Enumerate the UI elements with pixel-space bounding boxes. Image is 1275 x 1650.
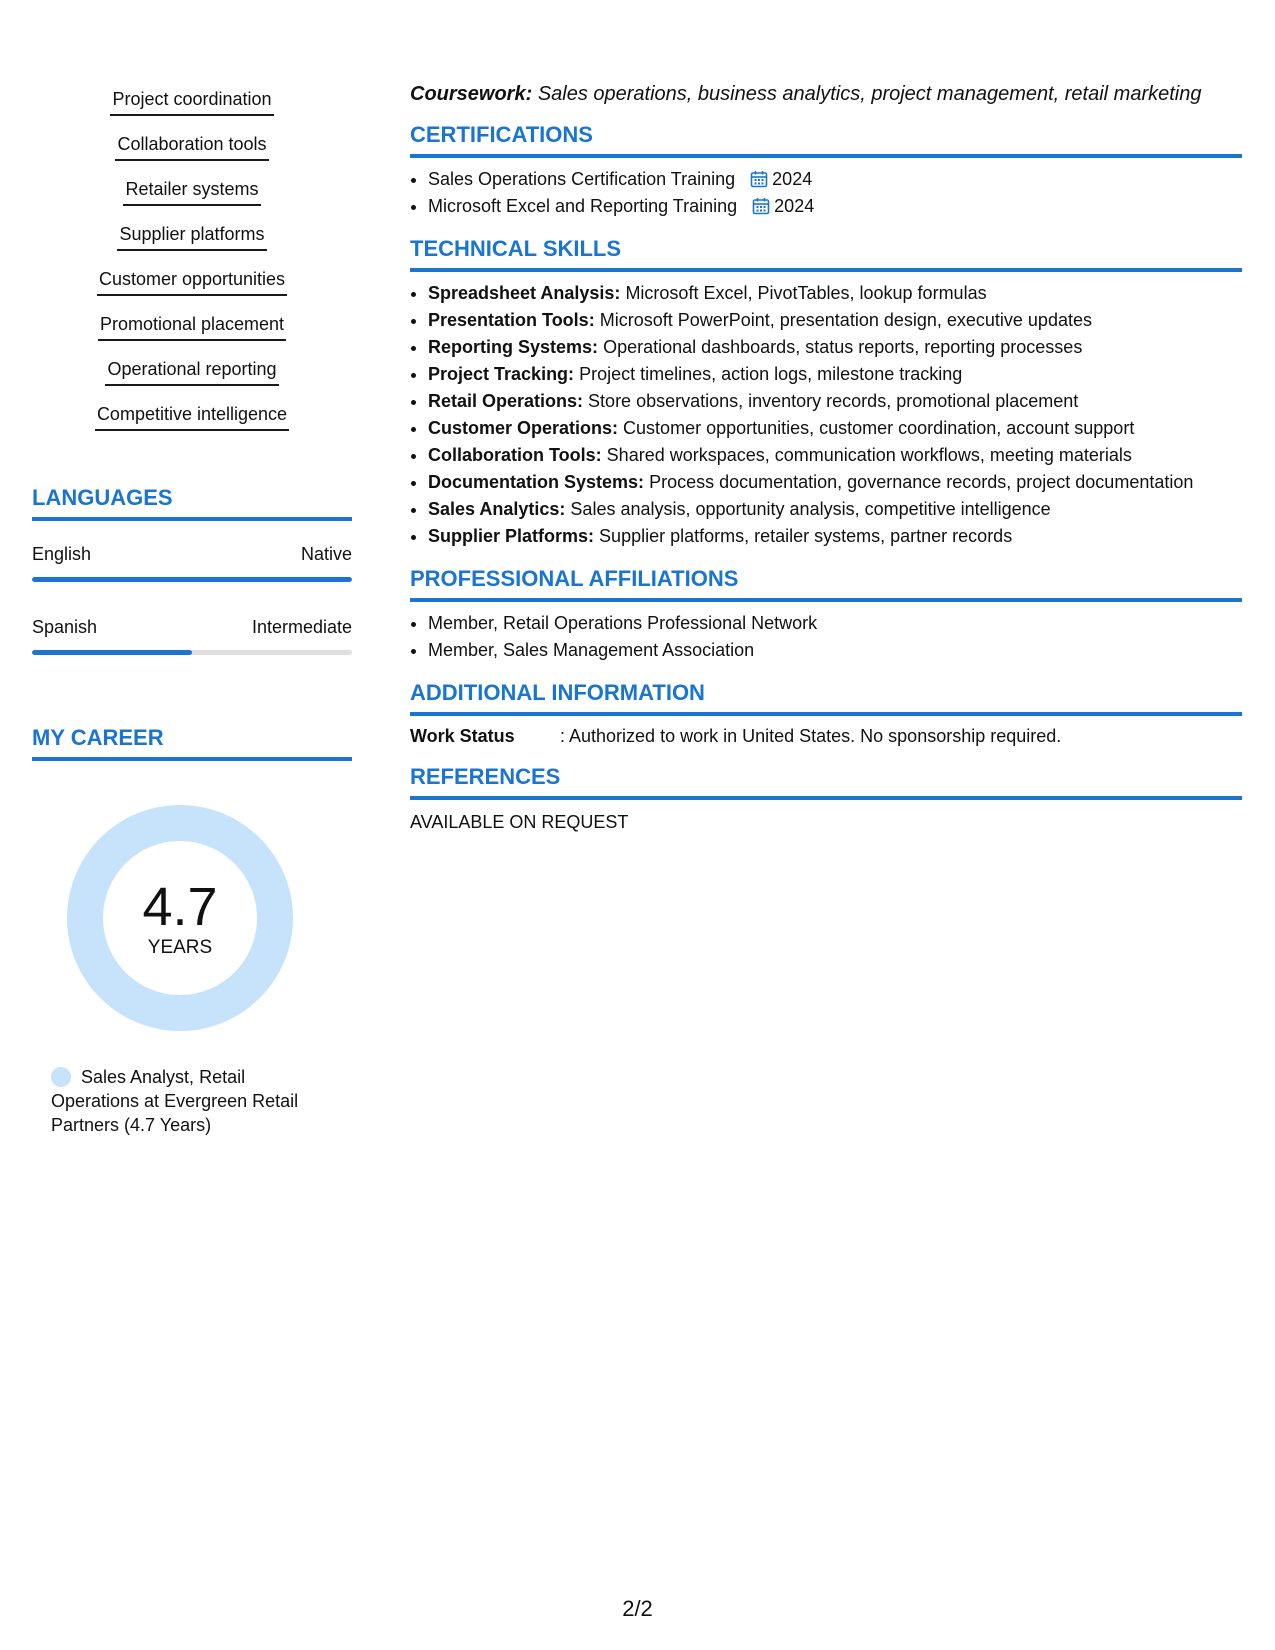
references-heading: REFERENCES [410, 764, 1242, 800]
languages-heading: LANGUAGES [32, 485, 352, 521]
list-item [428, 280, 1242, 307]
skill-tag: Supplier platforms [117, 215, 266, 251]
list-item [32, 80, 352, 125]
work-status-value: : Authorized to work in United States. No sponsorship required. [560, 726, 1062, 746]
career-total-years: 4.7 [142, 877, 218, 937]
language-level: Intermediate [251, 617, 352, 637]
calendar-icon [752, 197, 770, 215]
language-name: English [32, 544, 92, 564]
skill-category: Retail Operations: [428, 391, 584, 411]
list-item [32, 350, 352, 395]
list-item [32, 260, 352, 305]
sidebar [32, 80, 352, 1137]
skill-detail: Sales analysis, opportunity analysis, competitive intelligence [570, 499, 1051, 519]
list-item [32, 395, 352, 440]
skill-detail: Project timelines, action logs, milestone tracking [579, 364, 963, 384]
career-total-unit: YEARS [147, 937, 213, 958]
skill-tag: Operational reporting [105, 350, 278, 386]
coursework-label: Coursework: [410, 83, 533, 105]
references-text: AVAILABLE ON REQUEST [410, 812, 629, 832]
skill-tag: Promotional placement [98, 305, 286, 341]
skill-category: Supplier Platforms: [428, 526, 595, 546]
list-item [428, 193, 1242, 220]
skill-category: Documentation Systems: [428, 472, 645, 492]
language-bar-fill [32, 650, 192, 655]
affiliations-heading: PROFESSIONAL AFFILIATIONS [410, 566, 1242, 602]
calendar-icon [750, 170, 768, 188]
list-item [428, 361, 1242, 388]
skill-detail: Store observations, inventory records, promotional placement [588, 391, 1079, 411]
certification-year: 2024 [772, 169, 813, 189]
language-bar [32, 650, 352, 655]
list-item [428, 442, 1242, 469]
page-number: 2/2 [622, 1596, 653, 1621]
career-legend-label: Sales Analyst, Retail Operations at Evergreen Retail Partners (4.7 Years) [51, 1067, 299, 1135]
skill-tag: Customer opportunities [97, 260, 287, 296]
technical-skills-list [410, 280, 1242, 550]
certifications-list [410, 166, 1242, 220]
list-item [32, 170, 352, 215]
main-content [410, 80, 1242, 834]
affiliations-list [410, 610, 1242, 664]
list-item: • Member, Sales Management Association [428, 637, 1242, 664]
skill-detail: Operational dashboards, status reports, reporting processes [603, 337, 1083, 357]
skill-tag: Project coordination [110, 80, 273, 116]
skill-category: Customer Operations: [428, 418, 619, 438]
skills-list [32, 80, 352, 440]
technical-skills-heading: TECHNICAL SKILLS [410, 236, 1242, 272]
language-row [32, 543, 352, 582]
career-donut-chart [67, 805, 293, 1031]
skill-category: Collaboration Tools: [428, 445, 602, 465]
skill-detail: Supplier platforms, retailer systems, partner records [599, 526, 1013, 546]
list-item [32, 125, 352, 170]
list-item [428, 334, 1242, 361]
skill-category: Reporting Systems: [428, 337, 599, 357]
certification-year: 2024 [774, 196, 815, 216]
skill-tag: Collaboration tools [115, 125, 268, 161]
list-item [428, 415, 1242, 442]
language-row [32, 616, 352, 655]
additional-info-heading: ADDITIONAL INFORMATION [410, 680, 1242, 716]
certifications-heading: CERTIFICATIONS [410, 122, 1242, 158]
career-heading: MY CAREER [32, 725, 352, 761]
skill-category: Spreadsheet Analysis: [428, 283, 621, 303]
list-item [428, 166, 1242, 193]
work-status-row [410, 724, 1242, 748]
certification-name: Sales Operations Certification Training [428, 169, 736, 189]
skill-detail: Shared workspaces, communication workflows, meeting materials [606, 445, 1132, 465]
skill-category: Sales Analytics: [428, 499, 566, 519]
list-item [428, 496, 1242, 523]
language-level: Native [300, 544, 352, 564]
list-item [428, 307, 1242, 334]
skill-category: Project Tracking: [428, 364, 575, 384]
certification-name: Microsoft Excel and Reporting Training [428, 196, 738, 216]
skill-category: Presentation Tools: [428, 310, 595, 330]
list-item [428, 469, 1242, 496]
list-item: • Member, Retail Operations Professional Network [428, 610, 1242, 637]
skill-tag: Competitive intelligence [95, 395, 289, 431]
skill-detail: Microsoft PowerPoint, presentation design, executive updates [599, 310, 1092, 330]
skill-detail: Microsoft Excel, PivotTables, lookup formulas [625, 283, 987, 303]
list-item [428, 388, 1242, 415]
list-item [32, 305, 352, 350]
work-status-label: Work Status [410, 726, 515, 746]
coursework-text: Sales operations, business analytics, project management, retail marketing [537, 83, 1202, 105]
skill-detail: Process documentation, governance records, project documentation [649, 472, 1194, 492]
coursework [410, 80, 1242, 108]
language-name: Spanish [32, 617, 98, 637]
list-item [32, 215, 352, 260]
list-item [428, 523, 1242, 550]
skill-detail: Customer opportunities, customer coordination, account support [623, 418, 1135, 438]
skill-tag: Retailer systems [123, 170, 260, 206]
legend-dot-icon [51, 1067, 71, 1087]
career-legend-item [51, 1065, 321, 1137]
language-bar-fill [32, 577, 352, 582]
language-bar [32, 577, 352, 582]
